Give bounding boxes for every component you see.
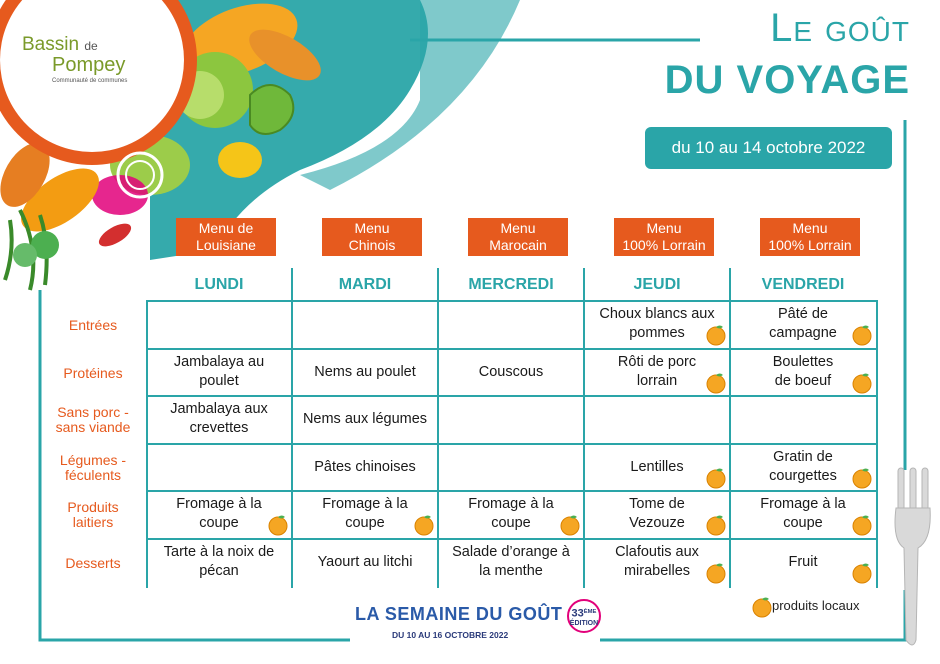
- menu-cell: [441, 445, 581, 489]
- menu-cell: Nems au poulet: [314, 363, 416, 380]
- menu-cell: [149, 445, 289, 489]
- menu-label: Menu de Louisiane: [176, 218, 276, 256]
- menu-cell: Clafoutis aux mirabelles: [615, 544, 699, 579]
- table-divider: [146, 300, 148, 588]
- orange-icon: [752, 596, 772, 618]
- category-label: Produits laitiers: [67, 499, 119, 530]
- menu-cell: Salade d’orange à la menthe: [452, 544, 570, 579]
- local-product-icon: [268, 514, 288, 536]
- menu-cell: Tome de Vezouze: [629, 496, 685, 531]
- day-header: VENDREDI: [761, 276, 845, 293]
- menu-cell: [441, 302, 581, 346]
- logo: [22, 18, 162, 100]
- local-product-icon: [560, 514, 580, 536]
- menu-cell: Pâtes chinoises: [314, 458, 416, 475]
- local-product-icon: [706, 562, 726, 584]
- page-title-line2: DU VOYAGE: [664, 58, 910, 102]
- day-header: MARDI: [338, 276, 392, 293]
- category-label: Entrées: [68, 317, 118, 333]
- menu-cell: Boulettes de boeuf: [772, 354, 834, 389]
- footer-title: LA SEMAINE DU GOÛT: [355, 604, 563, 624]
- table-divider: [729, 268, 731, 588]
- table-divider: [583, 268, 585, 588]
- local-product-icon: [706, 514, 726, 536]
- menu-cell: [149, 302, 289, 346]
- day-header: MERCREDI: [468, 276, 554, 293]
- menu-cell: Fromage à la coupe: [468, 496, 554, 531]
- table-divider: [437, 268, 439, 588]
- legend-label: produits locaux: [772, 598, 860, 613]
- menu-cell: Nems aux légumes: [302, 410, 428, 427]
- logo-subtitle: Communauté de communes: [52, 78, 128, 84]
- local-product-icon: [852, 467, 872, 489]
- edition-badge: 33ÈME ÉDITION: [567, 599, 601, 633]
- menu-cell: [441, 397, 581, 441]
- footer-subtitle: DU 10 AU 16 OCTOBRE 2022: [392, 630, 509, 640]
- category-label: Sans porc - sans viande: [55, 404, 131, 435]
- menu-label: Menu 100% Lorrain: [760, 218, 860, 256]
- menu-cell: Fromage à la coupe: [176, 496, 262, 531]
- page-title-line1: Le goût: [770, 6, 910, 50]
- menu-cell: Gratin de courgettes: [769, 449, 837, 484]
- menu-cell: Choux blancs aux pommes: [599, 306, 715, 341]
- local-product-icon: [852, 514, 872, 536]
- category-label: Protéines: [63, 365, 123, 381]
- menu-cell: [587, 397, 727, 441]
- table-divider: [291, 268, 293, 588]
- menu-cell: Tarte à la noix de pécan: [163, 544, 275, 579]
- local-product-icon: [852, 562, 872, 584]
- menu-label: Menu Marocain: [468, 218, 568, 256]
- menu-cell: Jambalaya au poulet: [173, 354, 265, 389]
- logo-line1: Bassin: [22, 34, 80, 55]
- menu-cell: Fromage à la coupe: [760, 496, 846, 531]
- local-product-icon: [852, 324, 872, 346]
- menu-cell: Couscous: [478, 363, 544, 380]
- menu-label: Menu Chinois: [322, 218, 422, 256]
- menu-cell: Yaourt au litchi: [317, 553, 413, 570]
- menu-cell: Pâté de campagne: [769, 306, 837, 341]
- date-range-badge: du 10 au 14 octobre 2022: [645, 127, 892, 169]
- menu-cell: Fruit: [788, 553, 818, 570]
- menu-label: Menu 100% Lorrain: [614, 218, 714, 256]
- menu-cell: Lentilles: [630, 458, 684, 475]
- menu-cell: Fromage à la coupe: [322, 496, 408, 531]
- logo-de: de: [84, 39, 98, 53]
- local-product-icon: [852, 372, 872, 394]
- menu-cell: Rôti de porc lorrain: [617, 354, 697, 389]
- menu-cell: Jambalaya aux crevettes: [170, 401, 268, 436]
- category-label: Desserts: [65, 555, 121, 571]
- menu-cell: [295, 302, 435, 346]
- local-product-icon: [706, 324, 726, 346]
- local-product-icon: [706, 372, 726, 394]
- local-product-icon: [706, 467, 726, 489]
- day-header: JEUDI: [633, 276, 681, 293]
- logo-line2: Pompey: [52, 54, 126, 76]
- table-divider: [876, 300, 878, 588]
- menu-cell: [733, 397, 873, 441]
- category-label: Légumes - féculents: [59, 452, 127, 483]
- local-product-icon: [414, 514, 434, 536]
- day-header: LUNDI: [194, 276, 244, 293]
